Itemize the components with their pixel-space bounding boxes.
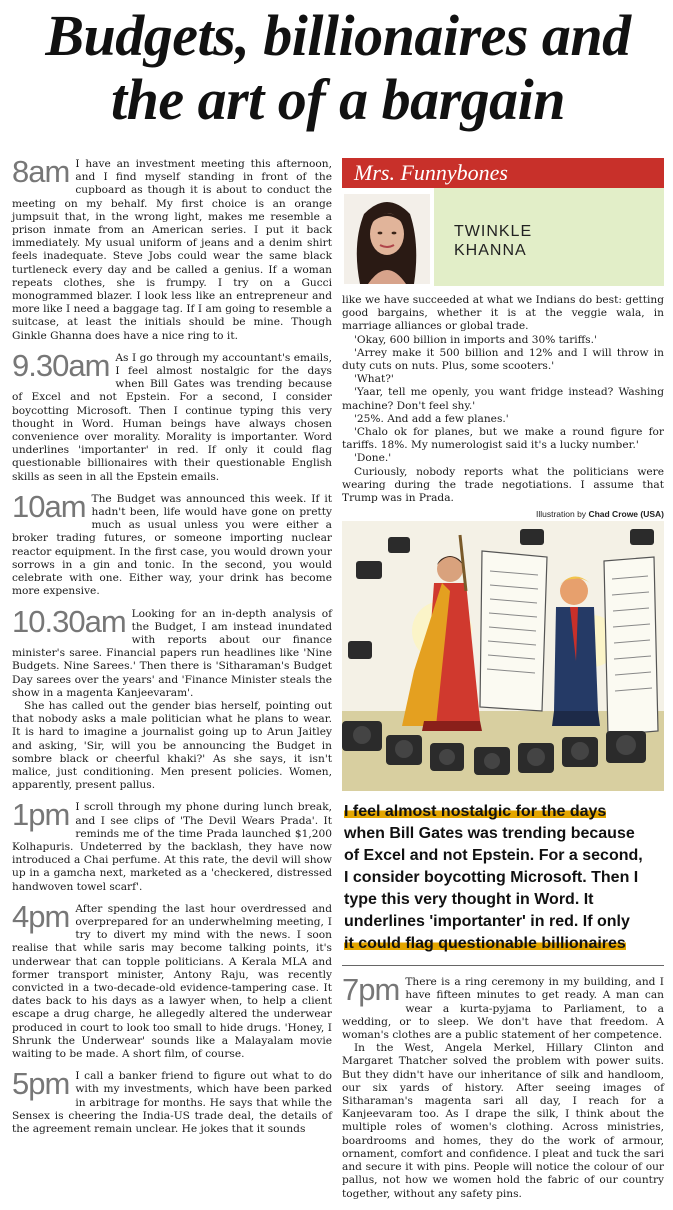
author-tag (434, 188, 664, 286)
time-label: 1pm (12, 797, 70, 833)
cartoon-illustration (342, 521, 664, 791)
body-paragraph: 'Done.' (354, 452, 392, 465)
illustration-credit (342, 509, 664, 519)
credit-name: Chad Crowe (USA) (588, 509, 664, 520)
body-paragraph: '25%. And add a few planes.' (354, 412, 509, 425)
time-label: 9.30am (12, 347, 110, 383)
time-label: 10.30am (12, 603, 126, 639)
body-paragraph: 'Arrey make it 500 billion and 12% and I will throw in duty cuts on nuts. Plus, some scooters.' (342, 346, 664, 373)
body-paragraph: 'Okay, 600 billion in imports and 30% tariffs.' (354, 333, 597, 346)
entry-5pm (12, 1066, 332, 1136)
entry-4pm (12, 898, 332, 1061)
entry-10am (12, 488, 332, 599)
entry-paragraph: I call a banker friend to figure out what to do with my investments, which have been parked in arbitrage for months. He says that while the Sensex is cheering the India-US trade deal, the details of the agreement remain unclear. He jokes that it sounds (12, 1070, 332, 1136)
left-column (12, 154, 332, 1145)
column-banner (342, 158, 664, 188)
divider (342, 965, 664, 966)
time-label: 10am (12, 488, 86, 524)
author-photo (344, 194, 430, 284)
entry-paragraph: After spending the last hour overdressed and overprepared for an underwhelming meeting, I try to divert my mind with the news. I soon realise that while saris may become talking points, it's underwear that can topple politicians. A Kerala MLA and former transport minister, Antony Raju, was recently convicted in a two-decade-old evidence-tampering case. It dates back to his days as a lawyer when, to help a client escape a drug charge, he allegedly altered the underwear produced in court to look too small to hide drugs. 'Honey, I Shrunk the Underwear' sounds like a Malayalam movie waiting to be made. A short film, of course. (12, 902, 332, 1060)
pull-quote-line: I feel almost nostalgic for the days (344, 803, 607, 821)
entry-1pm (12, 797, 332, 893)
entry-paragraph: Looking for an in-depth analysis of the Budget, I am instead inundated with reports about our finance minister's saree. Financial papers run headlines like 'Nine Budgets. Nine Sarees.' Then there is 'Sitharaman's Budget Day sarees over the years' and 'Finance Minister steals the show in a magenta Kanjeevaram'. (12, 607, 332, 699)
headline-line-1: Budgets, billionaires and (45, 3, 631, 68)
pull-quote-line: type this very thought in Word. It (344, 891, 594, 909)
headline-line-2: the art of a bargain (110, 67, 566, 132)
time-label: 8am (12, 154, 70, 189)
body-paragraph: Curiously, nobody reports what the politicians were wearing during the trade negotiations. I assume that Trump was in Prada. (342, 465, 664, 505)
pull-quote-line: when Bill Gates was trending because (344, 825, 635, 843)
entry-paragraph: I scroll through my phone during lunch break, and I see clips of 'The Devil Wears Prada'. It reminds me of the time Prada launched $1,200 Kolhapuris. Undeterred by the backlash, they have now introduced a Chai perfume. At this rate, the devil will show up in a gamcha next, marketed as a 'checkered, distressed handwoven towel scarf'. (12, 801, 332, 893)
continued-text (342, 294, 664, 505)
entry-paragraph: The Budget was announced this week. If it hadn't been, life would have gone on pretty much as usual unless you were either a broker trading futures, or someone importing nuclear reactor equipment. In the first case, you would drown your sorrows in a gin and tonic. In the second, you would celebrate with one. Either way, your drink has become more expensive. (12, 492, 332, 598)
time-label: 4pm (12, 898, 70, 934)
body-paragraph: 'Chalo ok for planes, but we make a round figure for tariffs. 18%. My numerologist said it's a lucky number.' (342, 426, 664, 452)
pull-quote-line: underlines 'importanter' in red. If only (344, 913, 630, 931)
pull-quote (344, 801, 664, 955)
body-paragraph: 'What?' (354, 373, 394, 386)
author-box (342, 188, 664, 286)
time-label: 7pm (342, 972, 400, 1008)
pull-quote-line: I consider boycotting Microsoft. Then I (344, 869, 639, 887)
right-column (342, 158, 664, 1210)
time-label: 5pm (12, 1066, 70, 1102)
credit-prefix: Illustration by (535, 509, 587, 520)
entry-paragraph: She has called out the gender bias herself, pointing out that nobody asks a male politician what he plans to wear. It is hard to imagine a journalist going up to Arun Jaitley and asking, 'Sir, will you be announcing the Budget in sombre black or cheerful khaki?' As she says, it isn't malice, just conditioning. Men present policies. Women, apparently, present pallus. (12, 699, 332, 792)
body-paragraph: like we have succeeded at what we Indians do best: getting good bargains, whether it is at the veggie wala, in marriage alliances or global trade. (342, 294, 664, 333)
pull-quote-line: of Excel and not Epstein. For a second, (344, 847, 643, 865)
headline (8, 4, 668, 132)
entry-paragraph: In the West, Angela Merkel, Hillary Clinton and Margaret Thatcher solved the problem with power suits. But they didn't have our inheritance of silk and handloom, our six yards of history. After seeing images of Sitharaman's magenta sari all day, I reach for a Kanjeevaram too. As I drape the silk, I think about the multiple roles of women's clothing. Across ministries, boardrooms and homes, they do the work of armour, ornament, comfort and confidence. I pleat and tuck the sari and secure it with pins. People will notice the colour of our pallus, not how we women hold the fabric of our country together, without any safety pins. (342, 1042, 664, 1200)
entry-1030am (12, 603, 332, 793)
body-paragraph: 'Yaar, tell me openly, you want fridge instead? Washing machine? Don't feel shy.' (342, 386, 664, 412)
pull-quote-line: it could flag questionable billionaires (344, 935, 626, 953)
entry-paragraph: As I go through my accountant's emails, I feel almost nostalgic for the days when Bill Gates was trending because of Excel and not Epstein. For a second, I consider boycotting Microsoft. Then I continue typing this very thought in Word. Human beings have always chosen convenience over morality. Morality is importanter. Word underlines 'importanter' in red. If only it could flag questionable billionaires with their questionable English skills as seen in all the Epstein emails. (12, 351, 332, 483)
entry-7pm (342, 972, 664, 1200)
author-name: TWINKLE KHANNA (454, 223, 533, 259)
entry-paragraph: There is a ring ceremony in my building, and I have fifteen minutes to get ready. A man can wear a kurta-pyjama to Parliament, to a wedding, or to sleep. We don't have that freedom. A woman's clothes are a public statement of her competence. (342, 976, 664, 1042)
column-name: Mrs. Funnybones (354, 160, 508, 185)
entry-930am (12, 347, 332, 484)
entry-paragraph: I have an investment meeting this afternoon, and I find myself standing in front of the cupboard as though it is about to conduct the meeting on my behalf. My first choice is an orange jumpsuit that, in the wrong light, makes me resemble a prison inmate from an American series. I put it back immediately. My usual uniform of jeans and a denim shirt feels inadequate. Steve Jobs could wear the same black turtleneck every day and be called a genius. If a woman repeats clothes, she is frumpy. I try on a Gucci monogrammed blazer. I look less like an entrepreneur and more like I need a baggage tag. If I am going to resemble a suitcase, at least the initials should be mine. Though Ginkle Ghanna does have a nice ring to it. (12, 158, 332, 342)
entry-8am (12, 154, 332, 343)
